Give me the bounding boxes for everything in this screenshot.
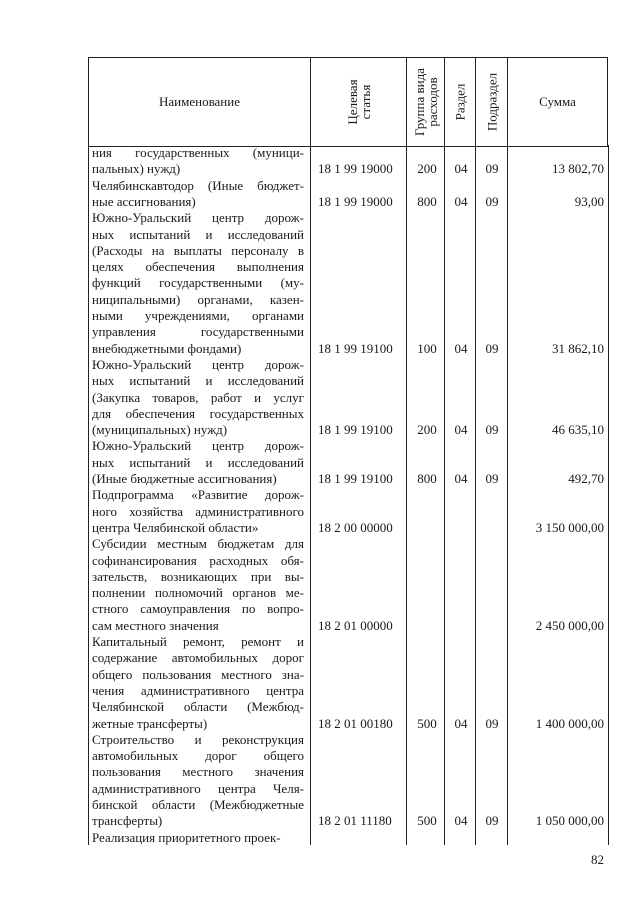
row-name-line: жетные трансферты) [92, 715, 208, 731]
header-name [88, 58, 310, 146]
header-subsection-label: Подраздел [484, 72, 499, 132]
row-group: 800 [417, 193, 437, 209]
row-name-line: содержание автомобильных дорог [92, 650, 304, 666]
row-name-line: полнении полномочий органов ме- [92, 585, 304, 601]
row-name-line: ных испытаний и исследований [92, 373, 304, 389]
row-name-line: внебюджетными фондами) [92, 340, 242, 356]
row-section: 04 [454, 813, 468, 829]
row-section: 04 [454, 422, 468, 438]
row-name-line: ными учреждениями, органами [92, 308, 304, 323]
row-name-line: трансферты) [92, 813, 163, 829]
row-name-line: (Иные бюджетные ассигнования) [92, 471, 277, 486]
row-target-code: 18 1 99 19100 [318, 340, 393, 356]
header-group [406, 58, 444, 146]
row-subsection: 09 [485, 340, 499, 356]
row-name-line: ных испытаний и исследований [92, 454, 304, 470]
row-name-line: зательств, возникающих при вы- [92, 568, 304, 584]
row-group: 200 [417, 422, 437, 438]
row-name-line: софинансирования расходных обя- [92, 552, 304, 568]
row-name-line: ные ассигнования) [92, 193, 196, 209]
row-name-line: Субсидии местным бюджетам для [92, 536, 304, 552]
header-subsection [475, 58, 507, 146]
row-sum: 93,00 [574, 193, 604, 209]
col-border [88, 145, 89, 845]
header-name-label: Наименование [159, 94, 240, 109]
table-header [88, 57, 608, 147]
col-border [310, 145, 311, 845]
row-group: 800 [417, 471, 437, 486]
row-name-line: ного хозяйства административного [92, 503, 304, 519]
row-subsection: 09 [485, 813, 499, 829]
row-name-line: ных испытаний и исследований [92, 226, 304, 242]
row-name-line: Южно-Уральский центр дорож- [92, 438, 304, 454]
row-name-line: Челябинской области (Межбюд- [92, 699, 304, 715]
row-name-line: управления государственными [92, 324, 304, 340]
row-name-line: автомобильных дорог общего [92, 748, 304, 764]
row-name-line: центра Челябинской области» [92, 519, 259, 535]
row-subsection: 09 [485, 715, 499, 731]
row-target-code: 18 2 00 00000 [318, 519, 393, 535]
row-name-line: ниципальными) органами, казен- [92, 291, 304, 307]
row-name-line: Южно-Уральский центр дорож- [92, 210, 304, 226]
row-target-code: 18 2 01 00000 [318, 617, 393, 633]
page-number: 82 [591, 852, 604, 867]
header-section [444, 58, 475, 146]
row-section: 04 [454, 340, 468, 356]
row-name-line: общего пользования местного зна- [92, 666, 304, 682]
header-target-label: Целевая статья [344, 79, 373, 125]
row-sum: 1 400 000,00 [535, 715, 604, 731]
row-section: 04 [454, 715, 468, 731]
row-name-line: ния государственных (муници- [92, 145, 304, 160]
header-section-label: Раздел [452, 83, 468, 121]
header-sum [507, 58, 608, 146]
row-sum: 3 150 000,00 [535, 519, 604, 535]
row-target-code: 18 1 99 19100 [318, 422, 393, 438]
row-name-line: сам местного значения [92, 617, 219, 633]
row-sum: 31 862,10 [552, 340, 604, 356]
row-name-line: Реализация приоритетного проек- [92, 829, 281, 845]
row-target-code: 18 1 99 19000 [318, 193, 393, 209]
row-name-line: Челябинскавтодор (Иные бюджет- [92, 177, 304, 193]
row-section: 04 [454, 193, 468, 209]
row-section: 04 [454, 161, 468, 177]
row-name-line: Подпрограмма «Развитие дорож- [92, 487, 304, 503]
row-group: 100 [417, 340, 437, 356]
row-name-line: Строительство и реконструкция [92, 731, 304, 747]
row-name-line: пользования местного значения [92, 764, 304, 780]
row-name-line: стного самоуправления по вопро- [92, 601, 304, 617]
row-name-line: Капитальный ремонт, ремонт и [92, 634, 304, 649]
row-name-line: (муниципальных) нужд) [92, 422, 228, 438]
col-border [608, 145, 609, 845]
row-section: 04 [454, 471, 468, 486]
header-sum-label: Сумма [539, 94, 576, 109]
row-sum: 46 635,10 [552, 422, 604, 438]
row-sum: 2 450 000,00 [535, 617, 604, 633]
row-target-code: 18 1 99 19100 [318, 471, 393, 486]
col-border [406, 145, 407, 845]
row-subsection: 09 [485, 422, 499, 438]
row-name-line: чения административного центра [92, 682, 304, 698]
row-group: 500 [417, 813, 437, 829]
row-sum: 492,70 [568, 471, 604, 486]
row-name-line: целях обеспечения выполнения [92, 259, 304, 275]
row-group: 200 [417, 161, 437, 177]
row-target-code: 18 1 99 19000 [318, 161, 393, 177]
row-sum: 1 050 000,00 [535, 813, 604, 829]
row-target-code: 18 2 01 00180 [318, 715, 393, 731]
row-name-line: административного центра Челя- [92, 780, 304, 796]
row-subsection: 09 [485, 161, 499, 177]
col-border [507, 145, 508, 845]
row-group: 500 [417, 715, 437, 731]
row-target-code: 18 2 01 11180 [318, 813, 392, 829]
row-sum: 13 802,70 [552, 161, 604, 177]
col-border [475, 145, 476, 845]
header-group-label: Группа вида расходов [411, 68, 440, 136]
row-name-line: (Расходы на выплаты персоналу в [92, 242, 304, 258]
row-name-line: пальных) нужд) [92, 161, 181, 177]
row-name-line: функций государственными (му- [92, 275, 304, 291]
row-subsection: 09 [485, 471, 499, 486]
col-border [444, 145, 445, 845]
row-subsection: 09 [485, 193, 499, 209]
row-name-line: бинской области (Межбюджетные [92, 797, 304, 812]
row-name-line: Южно-Уральский центр дорож- [92, 356, 304, 372]
row-name-line: (Закупка товаров, работ и услуг [92, 389, 304, 405]
row-name-line: для обеспечения государственных [92, 405, 304, 421]
header-target [310, 58, 406, 146]
